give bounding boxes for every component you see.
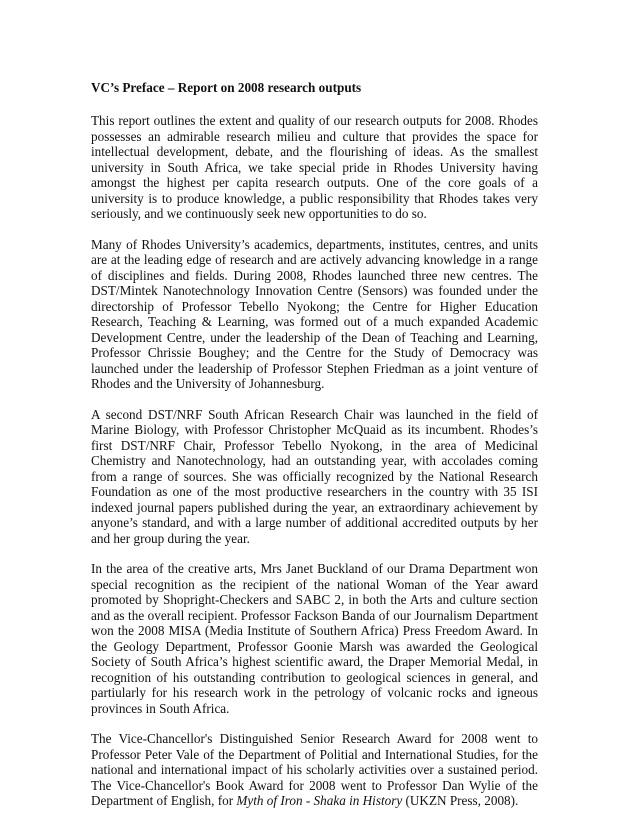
vc-awards-text: The Vice-Chancellor's Distinguished Senior Research Award for 2008 went to Professor Peter Vale of the Department of Politial and International Studies, for the national and international impact of his scholarly activities over a sustained period. The Vice-Chancellor's Book Award for 2008 went to Professor Dan Wylie of the Department of English, for [91,731,538,808]
paragraph-research-chairs: A second DST/NRF South African Research Chair was launched in the field of Marine Biology, with Professor Christopher McQuaid as its incumbent. Rhodes’s first DST/NRF Chair, Professor Tebello Nyokong, in the area of Medicinal Chemistry and Nanotechnology, had an outstanding year, with accolades coming from a range of sources. She was officially recognized by the National Research Foundation as one of the most productive researchers in the country with 35 ISI indexed journal papers published during the year, an extraordinary achievement by anyone’s standard, and with a large number of additional accredited outputs by her and her group during the year. [91,406,538,546]
document-title: VC’s Preface – Report on 2008 research outputs [91,80,362,95]
document-page [91,80,538,824]
paragraph-vc-awards [91,731,538,809]
paragraph-intro: This report outlines the extent and quality of our research outputs for 2008. Rhodes possesses an admirable research milieu and culture that provides the space for intellectual development, debate, and the flourishing of ideas. As the smallest university in South Africa, we take special pride in Rhodes University having amongst the highest per capita research outputs. One of the core goals of a university is to produce knowledge, a public responsibility that Rhodes takes very seriously, and we continuously seek new opportunities to do so. [91,113,538,221]
book-publisher: (UKZN Press, 2008). [402,793,519,808]
paragraph-new-centres: Many of Rhodes University’s academics, departments, institutes, centres, and units are at the leading edge of research and are actively advancing knowledge in a range of disciplines and fields. During 2008, Rhodes launched three new centres. The DST/Mintek Nanotechnology Innovation Centre (Sensors) was founded under the directorship of Professor Tebello Nyokong; the Centre for Higher Education Research, Teaching & Learning, was formed out of a much expanded Academic Development Centre, under the leadership of the Dean of Teaching and Learning, Professor Chrissie Boughey; and the Centre for the Study of Democracy was launched under the leadership of Professor Stephen Friedman as a joint venture of Rhodes and the University of Johannesburg. [91,236,538,391]
book-title: Myth of Iron - Shaka in History [236,793,403,808]
paragraph-awards: In the area of the creative arts, Mrs Janet Buckland of our Drama Department won special recognition as the recipient of the national Woman of the Year award promoted by Shopright-Checkers and SABC 2, in both the Arts and culture section and as the overall recipient. Professor Fackson Banda of our Journalism Department won the 2008 MISA (Media Institute of Southern Africa) Press Freedom Award. In the Geology Department, Professor Goonie Marsh was awarded the Geological Society of South Africa’s highest scientific award, the Draper Memorial Medal, in recognition of his outstanding contribution to geological sciences in general, and partiularly for his research work in the petrology of volcanic rocks and igneous provinces in South Africa. [91,561,538,716]
